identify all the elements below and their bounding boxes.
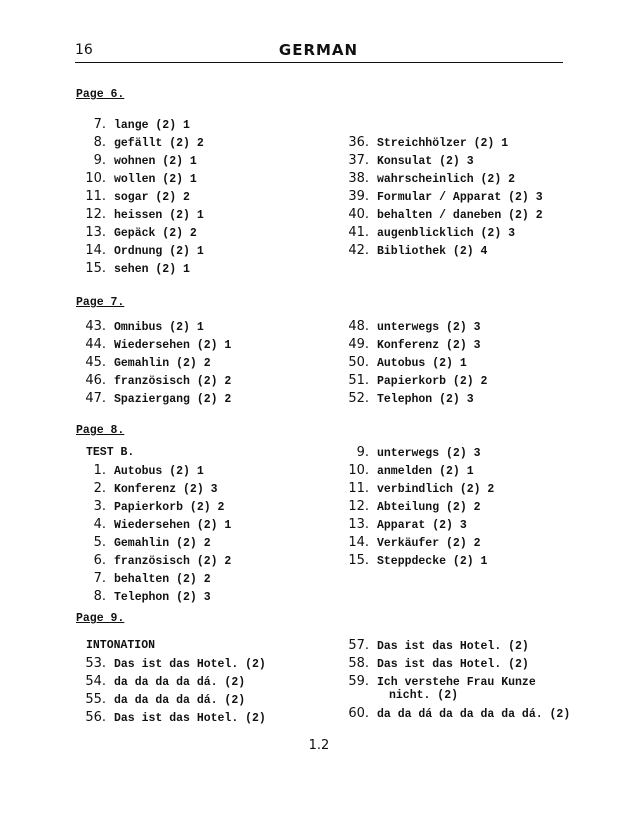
item-number: 11. <box>85 189 106 204</box>
item-text: verbindlich (2) 2 <box>377 483 495 496</box>
section-heading-page6: Page 6. <box>76 88 125 101</box>
item-text: Wiedersehen (2) 1 <box>114 519 232 532</box>
list-item <box>76 224 204 242</box>
item-number: 47. <box>85 391 106 406</box>
item-text: Apparat (2) 3 <box>377 519 467 532</box>
item-text: da da da da dá. (2) <box>114 676 246 689</box>
page-number: 16 <box>75 42 93 58</box>
item-text: Konferenz (2) 3 <box>114 483 218 496</box>
item-number: 44. <box>85 337 106 352</box>
intonation-label: INTONATION <box>86 639 156 652</box>
item-text: Steppdecke (2) 1 <box>377 555 488 568</box>
list-item <box>335 552 494 570</box>
item-number: 12. <box>348 499 369 514</box>
page9-right-column <box>335 637 570 723</box>
item-text-continued: nicht. (2) <box>389 689 459 702</box>
list-item <box>76 318 231 336</box>
list-item <box>335 462 494 480</box>
item-text: heissen (2) 1 <box>114 209 204 222</box>
item-text: Telephon (2) 3 <box>114 591 211 604</box>
item-number: 41. <box>348 225 369 240</box>
section-heading-page8: Page 8. <box>76 424 125 437</box>
list-item <box>335 134 543 152</box>
list-item <box>76 691 266 709</box>
list-item <box>335 444 494 462</box>
item-text: Spaziergang (2) 2 <box>114 393 232 406</box>
item-number: 12. <box>85 207 106 222</box>
section-heading-page9: Page 9. <box>76 612 125 625</box>
list-item <box>76 260 204 278</box>
page9-left-column <box>76 655 266 727</box>
page8-right-column <box>335 444 494 570</box>
item-number: 48. <box>348 319 369 334</box>
item-number: 3. <box>93 499 106 514</box>
item-number: 4. <box>93 517 106 532</box>
list-item <box>76 534 231 552</box>
list-item <box>76 206 204 224</box>
list-item <box>335 224 543 242</box>
item-text: sehen (2) 1 <box>114 263 190 276</box>
item-number: 39. <box>348 189 369 204</box>
item-text: Das ist das Hotel. (2) <box>377 640 529 653</box>
item-number: 14. <box>348 535 369 550</box>
item-text: lange (2) 1 <box>114 119 190 132</box>
item-number: 57. <box>348 638 369 653</box>
item-text: Gemahlin (2) 2 <box>114 537 211 550</box>
list-item <box>335 188 543 206</box>
item-number: 9. <box>356 445 369 460</box>
list-item <box>76 152 204 170</box>
list-item <box>335 242 543 260</box>
page7-left-column <box>76 318 231 408</box>
item-number: 8. <box>93 135 106 150</box>
list-item <box>76 242 204 260</box>
item-text: Bibliothek (2) 4 <box>377 245 488 258</box>
item-text: Ich verstehe Frau Kunze <box>377 676 536 689</box>
item-number: 42. <box>348 243 369 258</box>
item-text: wahrscheinlich (2) 2 <box>377 173 516 186</box>
item-number: 40. <box>348 207 369 222</box>
list-item <box>335 206 543 224</box>
list-item <box>335 336 487 354</box>
item-text: Telephon (2) 3 <box>377 393 474 406</box>
test-label-column <box>86 444 134 462</box>
item-number: 51. <box>348 373 369 388</box>
section-heading-page7: Page 7. <box>76 296 125 309</box>
list-item <box>76 134 204 152</box>
list-item <box>76 390 231 408</box>
item-number: 13. <box>348 517 369 532</box>
list-item <box>335 516 494 534</box>
item-number: 43. <box>85 319 106 334</box>
item-number: 56. <box>85 710 106 725</box>
item-text: anmelden (2) 1 <box>377 465 474 478</box>
item-text: sogar (2) 2 <box>114 191 190 204</box>
page-title: GERMAN <box>278 41 359 59</box>
item-number: 45. <box>85 355 106 370</box>
item-text: da da da da dá. (2) <box>114 694 246 707</box>
list-item <box>76 552 231 570</box>
list-item <box>76 498 231 516</box>
test-label: TEST B. <box>86 446 135 459</box>
list-item <box>76 673 266 691</box>
item-text: Omnibus (2) 1 <box>114 321 204 334</box>
item-text: Verkäufer (2) 2 <box>377 537 481 550</box>
item-number: 52. <box>348 391 369 406</box>
list-item <box>335 318 487 336</box>
page8-left-column <box>76 462 231 606</box>
item-text: Autobus (2) 1 <box>377 357 467 370</box>
page-footer: 1.2 <box>308 738 330 753</box>
list-item <box>335 498 494 516</box>
list-item <box>335 354 487 372</box>
item-number: 38. <box>348 171 369 186</box>
item-number: 14. <box>85 243 106 258</box>
item-number: 50. <box>348 355 369 370</box>
list-item <box>335 152 543 170</box>
list-item <box>76 116 204 134</box>
item-text: gefällt (2) 2 <box>114 137 204 150</box>
item-number: 7. <box>93 571 106 586</box>
item-number: 59. <box>348 674 369 689</box>
item-number: 37. <box>348 153 369 168</box>
item-text: Konsulat (2) 3 <box>377 155 474 168</box>
list-item <box>76 188 204 206</box>
item-text: unterwegs (2) 3 <box>377 321 481 334</box>
item-text: Formular / Apparat (2) 3 <box>377 191 543 204</box>
item-number: 5. <box>93 535 106 550</box>
item-number: 8. <box>93 589 106 604</box>
item-number: 15. <box>85 261 106 276</box>
item-text: wohnen (2) 1 <box>114 155 197 168</box>
item-text: Autobus (2) 1 <box>114 465 204 478</box>
list-item <box>335 170 543 188</box>
page6-right-column <box>335 134 543 260</box>
list-item <box>76 480 231 498</box>
header-rule <box>75 62 563 63</box>
item-text: Gepäck (2) 2 <box>114 227 197 240</box>
page6-left-column <box>76 116 204 278</box>
item-text: Konferenz (2) 3 <box>377 339 481 352</box>
item-text: Das ist das Hotel. (2) <box>114 712 266 725</box>
item-text: da da dá da da da da dá. (2) <box>377 708 571 721</box>
item-number: 1. <box>93 463 106 478</box>
list-item <box>76 354 231 372</box>
item-number: 49. <box>348 337 369 352</box>
item-number: 9. <box>93 153 106 168</box>
item-text: Wiedersehen (2) 1 <box>114 339 232 352</box>
list-item <box>335 372 487 390</box>
item-text: behalten / daneben (2) 2 <box>377 209 543 222</box>
item-number: 55. <box>85 692 106 707</box>
list-item <box>335 390 487 408</box>
item-number: 36. <box>348 135 369 150</box>
item-number: 46. <box>85 373 106 388</box>
item-text: Gemahlin (2) 2 <box>114 357 211 370</box>
list-item <box>76 372 231 390</box>
item-text: Papierkorb (2) 2 <box>377 375 488 388</box>
item-text: behalten (2) 2 <box>114 573 211 586</box>
item-number: 10. <box>85 171 106 186</box>
list-item <box>76 570 231 588</box>
item-text: Papierkorb (2) 2 <box>114 501 225 514</box>
item-text: augenblicklich (2) 3 <box>377 227 516 240</box>
page-header <box>75 42 562 62</box>
item-text: Ordnung (2) 1 <box>114 245 204 258</box>
item-number: 58. <box>348 656 369 671</box>
item-text: französisch (2) 2 <box>114 555 232 568</box>
list-item <box>335 480 494 498</box>
item-text: Das ist das Hotel. (2) <box>114 658 266 671</box>
item-text: französisch (2) 2 <box>114 375 232 388</box>
list-item <box>76 516 231 534</box>
item-text: Das ist das Hotel. (2) <box>377 658 529 671</box>
item-text: wollen (2) 1 <box>114 173 197 186</box>
item-number: 53. <box>85 656 106 671</box>
item-number: 2. <box>93 481 106 496</box>
list-item <box>335 705 570 723</box>
item-number: 6. <box>93 553 106 568</box>
list-item <box>76 588 231 606</box>
list-item <box>76 336 231 354</box>
item-number: 15. <box>348 553 369 568</box>
item-text: Streichhölzer (2) 1 <box>377 137 509 150</box>
list-item <box>76 655 266 673</box>
item-number: 10. <box>348 463 369 478</box>
page7-right-column <box>335 318 487 408</box>
item-number: 11. <box>348 481 369 496</box>
list-item <box>76 709 266 727</box>
item-text: unterwegs (2) 3 <box>377 447 481 460</box>
item-number: 13. <box>85 225 106 240</box>
list-item <box>335 534 494 552</box>
intonation-label-column <box>86 637 155 655</box>
item-number: 60. <box>348 706 369 721</box>
item-text: Abteilung (2) 2 <box>377 501 481 514</box>
list-item <box>335 637 570 655</box>
list-item <box>76 170 204 188</box>
item-number: 54. <box>85 674 106 689</box>
list-item <box>76 462 231 480</box>
list-item <box>335 655 570 673</box>
item-number: 7. <box>93 117 106 132</box>
